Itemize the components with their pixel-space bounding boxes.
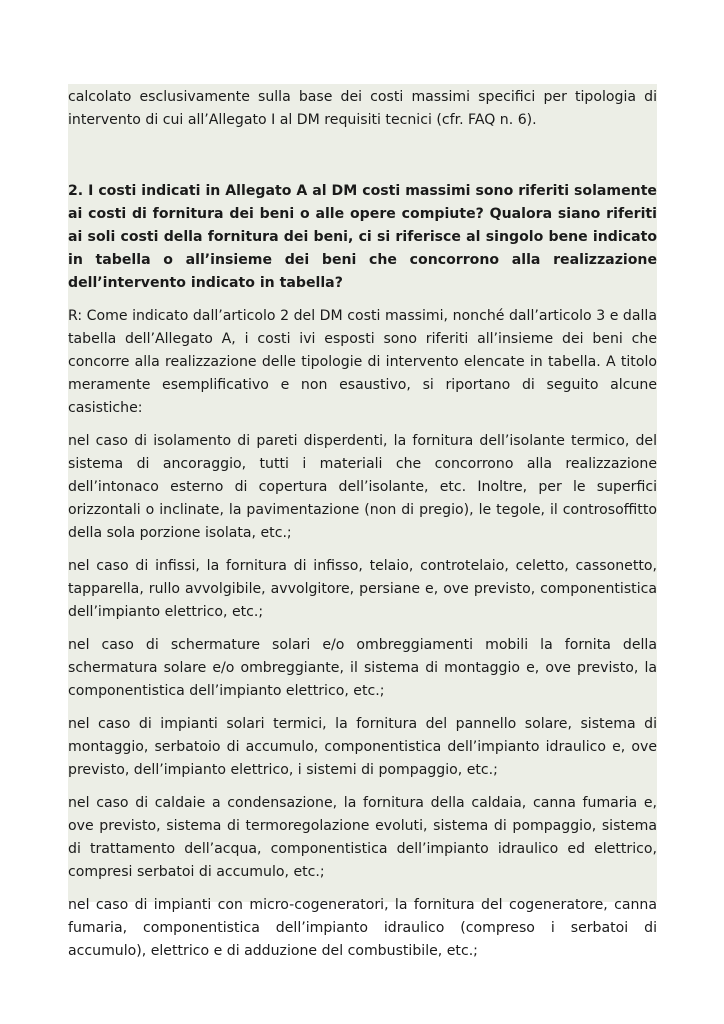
case-windows: nel caso di infissi, la fornitura di infisso, telaio, controtelaio, celetto, cassonetto, tapparella, rullo avvolgibile, avvolgitore, persiane e, ove previsto, componentistica dell’impianto elettrico, etc.;: [68, 558, 657, 620]
faq-answer-2: R: Come indicato dall’articolo 2 del DM costi massimi, nonché dall’articolo 3 e dalla tabella dell’Allegato A, i costi ivi esposti sono riferiti all’insieme dei beni che concorre alla realizzazione delle tipologie di intervento elencate in tabella. A titolo meramente esemplificativo e non esaustivo, si riportano di seguito alcune casistiche:: [68, 308, 657, 416]
paragraph-continuation: calcolato esclusivamente sulla base dei costi massimi specifici per tipologia di intervento di cui all’Allegato I al DM requisiti tecnici (cfr. FAQ n. 6).: [68, 89, 657, 128]
faq-question-2: 2. I costi indicati in Allegato A al DM costi massimi sono riferiti solamente ai costi di fornitura dei beni o alle opere compiute? Qualora siano riferiti ai soli costi della fornitura dei beni, ci si riferisce al singolo bene indicato in tabella o all’insieme dei beni che concorrono alla realizzazione dell’intervento indicato in tabella?: [68, 183, 657, 291]
case-condensing-boilers: nel caso di caldaie a condensazione, la fornitura della caldaia, canna fumaria e, ove previsto, sistema di termoregolazione evoluti, sistema di pompaggio, sistema di trattamento dell’acqua, componentistica dell’impianto idraulico ed elettrico, compresi serbatoi di accumulo, etc.;: [68, 795, 657, 880]
case-micro-cogeneration: nel caso di impianti con micro-cogeneratori, la fornitura del cogeneratore, canna fumaria, componentistica dell’impianto idraulico (compreso i serbatoi di accumulo), elettrico e di adduzione del combustibile, etc.;: [68, 897, 657, 959]
document-body: [68, 86, 657, 963]
case-wall-insulation: nel caso di isolamento di pareti disperdenti, la fornitura dell’isolante termico, del sistema di ancoraggio, tutti i materiali che concorrono alla realizzazione dell’intonaco esterno di copertura dell’isolante, etc. Inoltre, per le superfici orizzontali o inclinate, la pavimentazione (non di pregio), le tegole, il controsoffitto della sola porzione isolata, etc.;: [68, 433, 657, 541]
case-solar-shading: nel caso di schermature solari e/o ombreggiamenti mobili la fornita della schermatura solare e/o ombreggiante, il sistema di montaggio e, ove previsto, la componentistica dell’impianto elettrico, etc.;: [68, 637, 657, 699]
case-solar-thermal: nel caso di impianti solari termici, la fornitura del pannello solare, sistema di montaggio, serbatoio di accumulo, componentistica dell’impianto idraulico e, ove previsto, dell’impianto elettrico, i sistemi di pompaggio, etc.;: [68, 716, 657, 778]
